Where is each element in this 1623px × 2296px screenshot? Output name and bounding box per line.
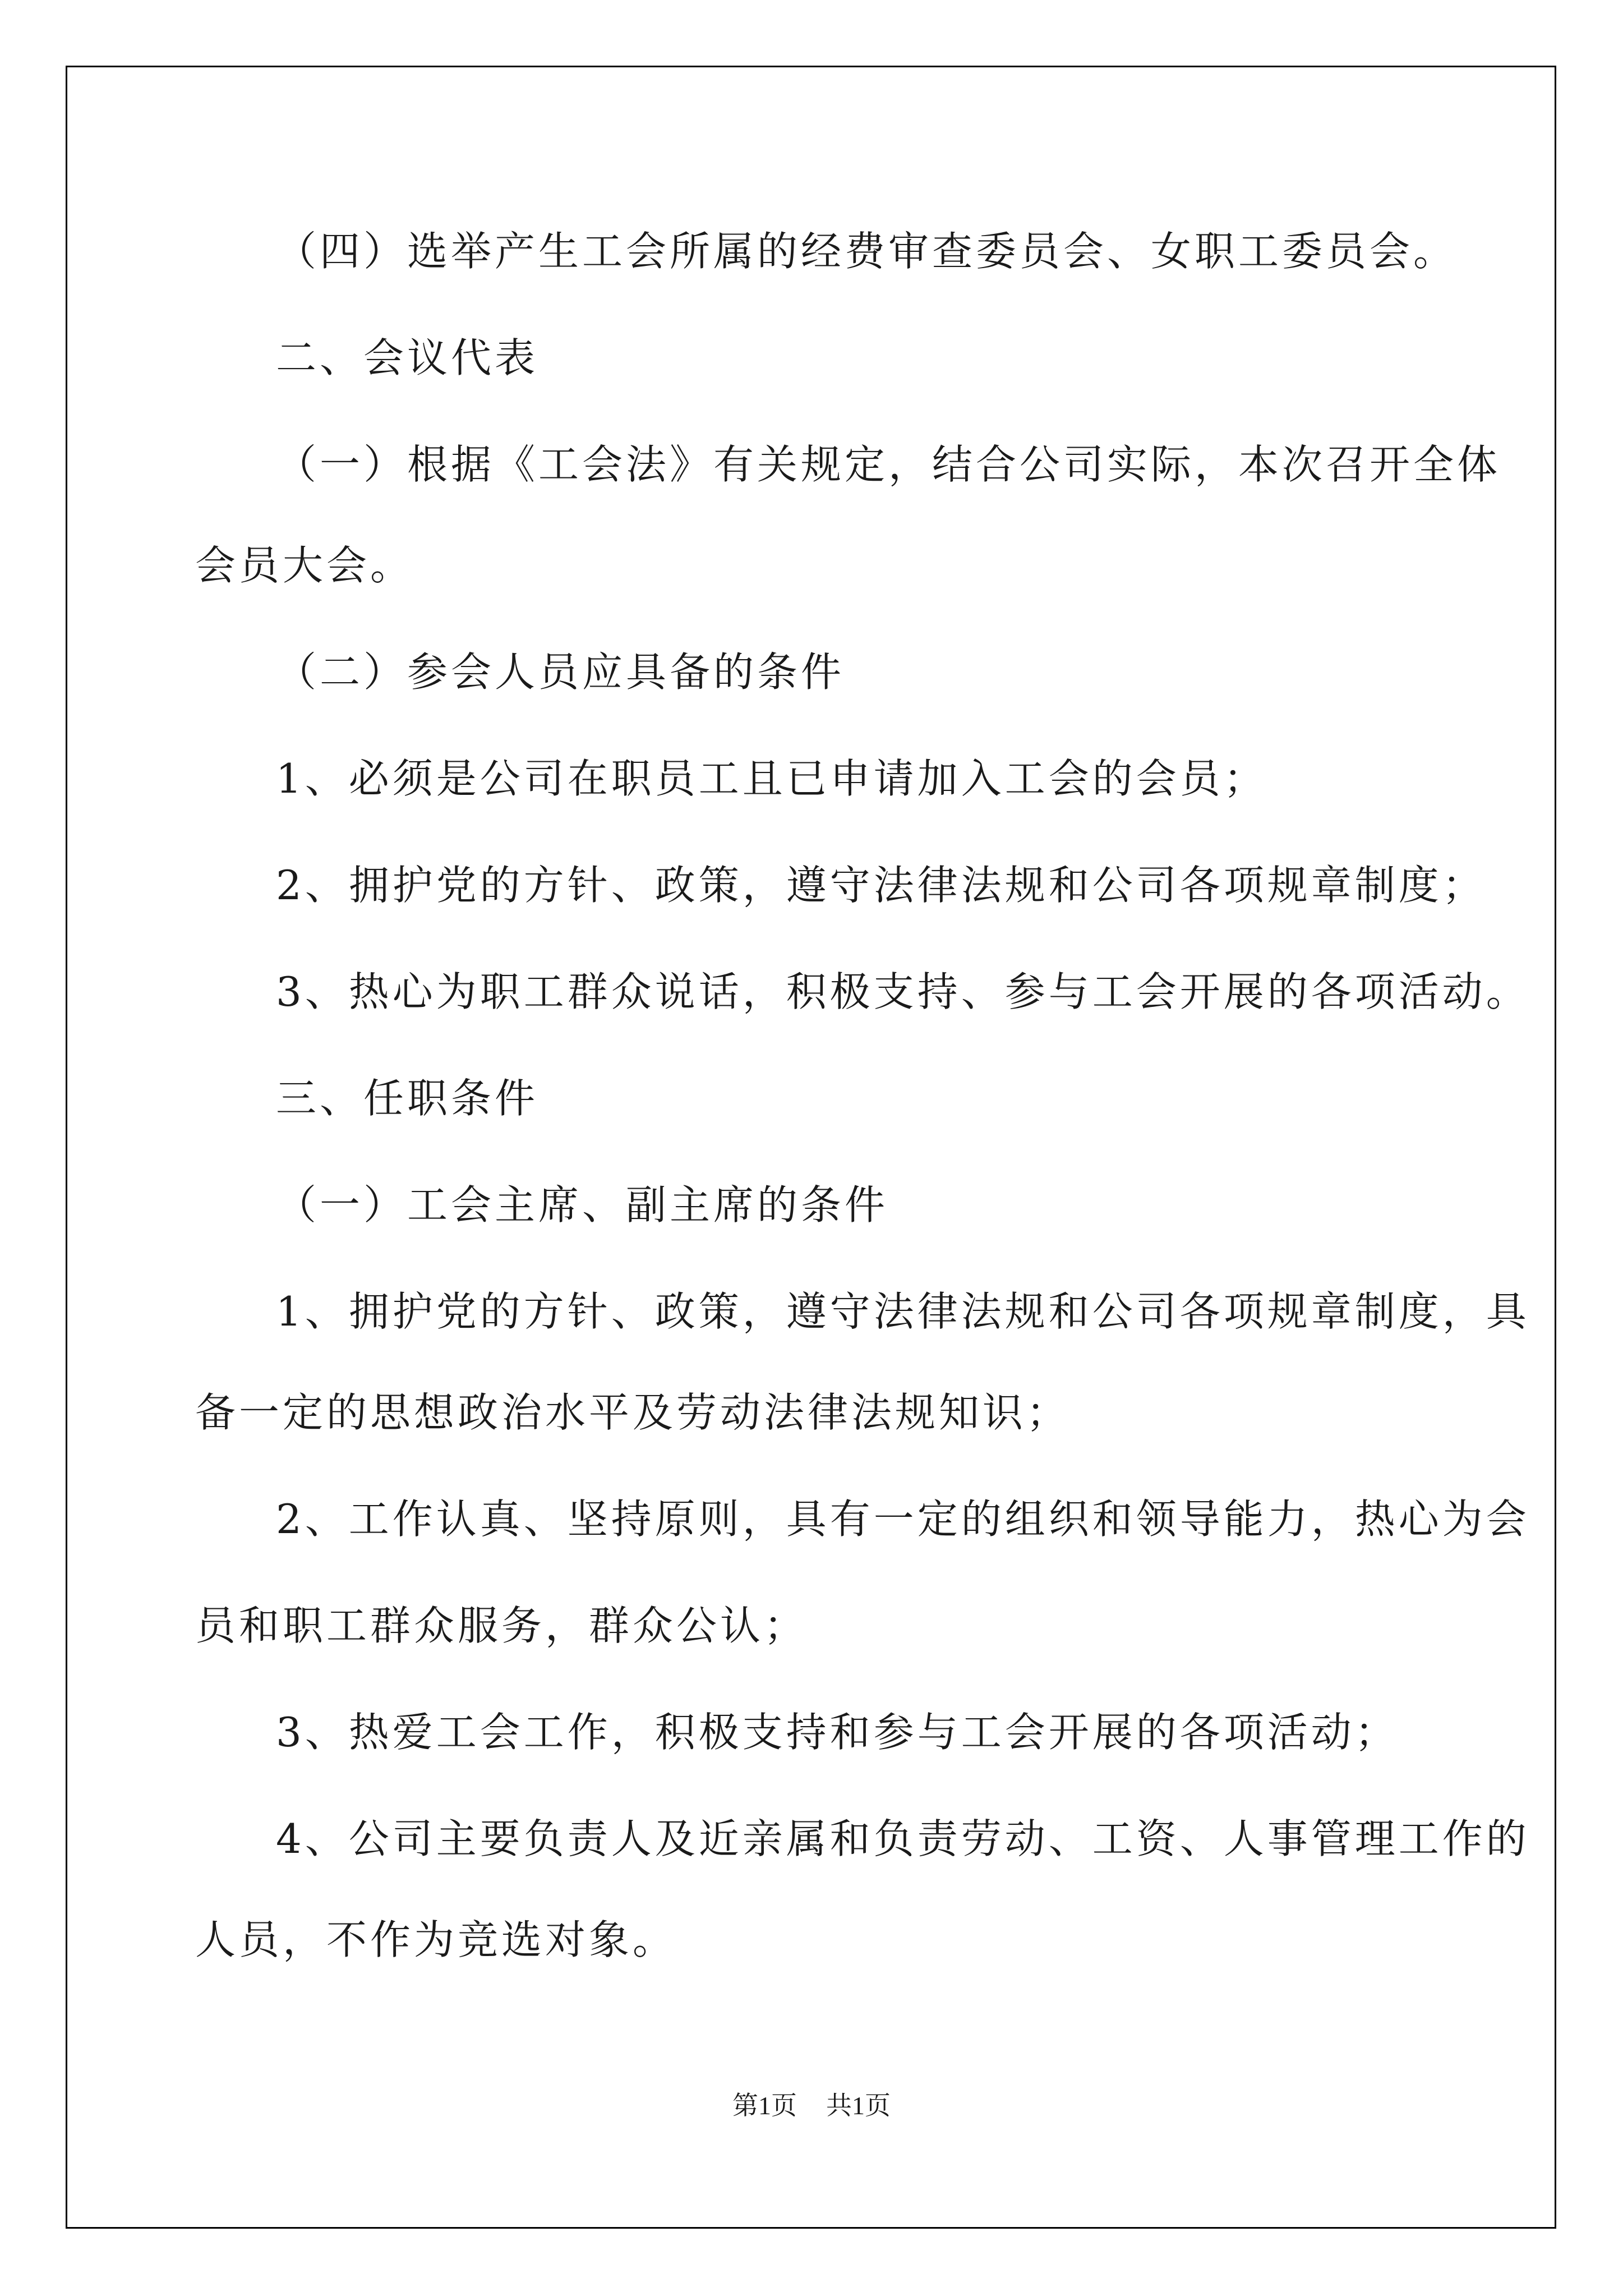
list-item-continuation: 人员，不作为竞选对象。	[195, 1916, 677, 1963]
list-item-continuation: 员和职工群众服务，群众公认；	[195, 1602, 808, 1649]
list-item: 2、工作认真、坚持原则，具有一定的组织和领导能力，热心为会	[276, 1496, 1530, 1543]
paragraph-line: 会员大会。	[195, 542, 414, 589]
subsection-heading: （二）参会人员应具备的条件	[276, 648, 845, 696]
subsection-heading: （一）工会主席、副主席的条件	[276, 1181, 889, 1228]
page-number: 第1页	[732, 2091, 797, 2120]
page-total: 共1页	[826, 2091, 891, 2120]
list-item-continuation: 备一定的思想政治水平及劳动法律法规知识；	[195, 1389, 1071, 1436]
paragraph-line: （一）根据《工会法》有关规定，结合公司实际，本次召开全体	[276, 441, 1501, 488]
list-item: 2、拥护党的方针、政策，遵守法律法规和公司各项规章制度；	[276, 862, 1486, 909]
list-item: 1、拥护党的方针、政策，遵守法律法规和公司各项规章制度，具	[276, 1288, 1530, 1335]
list-item: 3、热爱工会工作，积极支持和参与工会开展的各项活动；	[276, 1709, 1399, 1756]
page-footer	[0, 2089, 1623, 2123]
list-item: 4、公司主要负责人及近亲属和负责劳动、工资、人事管理工作的	[276, 1815, 1530, 1862]
section-heading: 二、会议代表	[276, 334, 539, 381]
list-item: 1、必须是公司在职员工且已申请加入工会的会员；	[276, 755, 1267, 802]
section-heading: 三、任职条件	[276, 1075, 539, 1122]
page-border	[66, 66, 1556, 2229]
paragraph-line: （四）选举产生工会所属的经费审查委员会、女职工委员会。	[276, 228, 1458, 275]
list-item: 3、热心为职工群众说话，积极支持、参与工会开展的各项活动。	[276, 968, 1530, 1015]
